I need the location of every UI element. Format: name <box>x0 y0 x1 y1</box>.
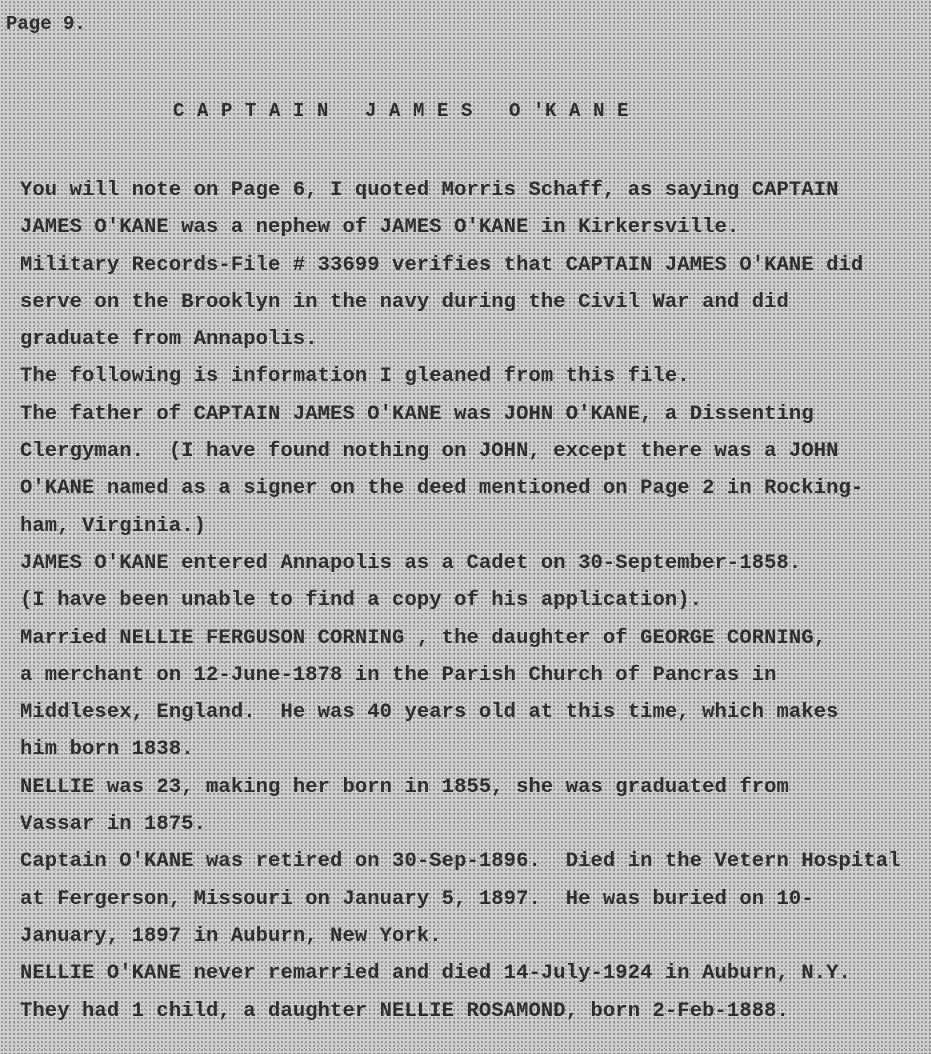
text-line: JAMES O'KANE was a nephew of JAMES O'KANE in Kirkersville. <box>20 216 740 240</box>
text-line: (I have been unable to find a copy of his application). <box>20 589 703 613</box>
text-line: Vassar in 1875. <box>20 813 207 837</box>
text-line: Military Records-File # 33699 verifies that CAPTAIN JAMES O'KANE did <box>20 253 864 277</box>
text-line: NELLIE O'KANE never remarried and died 14-July-1924 in Auburn, N.Y. <box>20 962 851 986</box>
body-text <box>20 172 925 1030</box>
text-line: Middlesex, England. He was 40 years old at this time, which makes <box>20 701 839 725</box>
text-line: him born 1838. <box>20 738 194 762</box>
text-line: The following is information I gleaned from this file. <box>20 365 690 389</box>
text-line: Captain O'KANE was retired on 30-Sep-1896. Died in the Vetern Hospital <box>20 850 901 874</box>
text-line: NELLIE was 23, making her born in 1855, she was graduated from <box>20 775 789 799</box>
text-line: They had 1 child, a daughter NELLIE ROSAMOND, born 2-Feb-1888. <box>20 999 789 1023</box>
text-line: January, 1897 in Auburn, New York. <box>20 924 442 948</box>
text-line: The father of CAPTAIN JAMES O'KANE was JOHN O'KANE, a Dissenting <box>20 402 814 426</box>
text-line: You will note on Page 6, I quoted Morris Schaff, as saying CAPTAIN <box>20 179 839 202</box>
text-line: graduate from Annapolis. <box>20 328 318 352</box>
text-line: JAMES O'KANE entered Annapolis as a Cadet on 30-September-1858. <box>20 551 802 575</box>
text-line: at Fergerson, Missouri on January 5, 1897. He was buried on 10- <box>20 887 814 911</box>
page-number: Page 9. <box>6 13 86 35</box>
text-line: O'KANE named as a signer on the deed mentioned on Page 2 in Rocking- <box>20 477 864 501</box>
text-line: a merchant on 12-June-1878 in the Parish Church of Pancras in <box>20 663 777 687</box>
text-line: Clergyman. (I have found nothing on JOHN, except there was a JOHN <box>20 440 839 464</box>
text-line: Married NELLIE FERGUSON CORNING , the daughter of GEORGE CORNING, <box>20 626 827 650</box>
text-line: serve on the Brooklyn in the navy during the Civil War and did <box>20 290 789 314</box>
document-title: C A P T A I N J A M E S O 'K A N E <box>173 100 630 122</box>
text-line: ham, Virginia.) <box>20 514 207 538</box>
